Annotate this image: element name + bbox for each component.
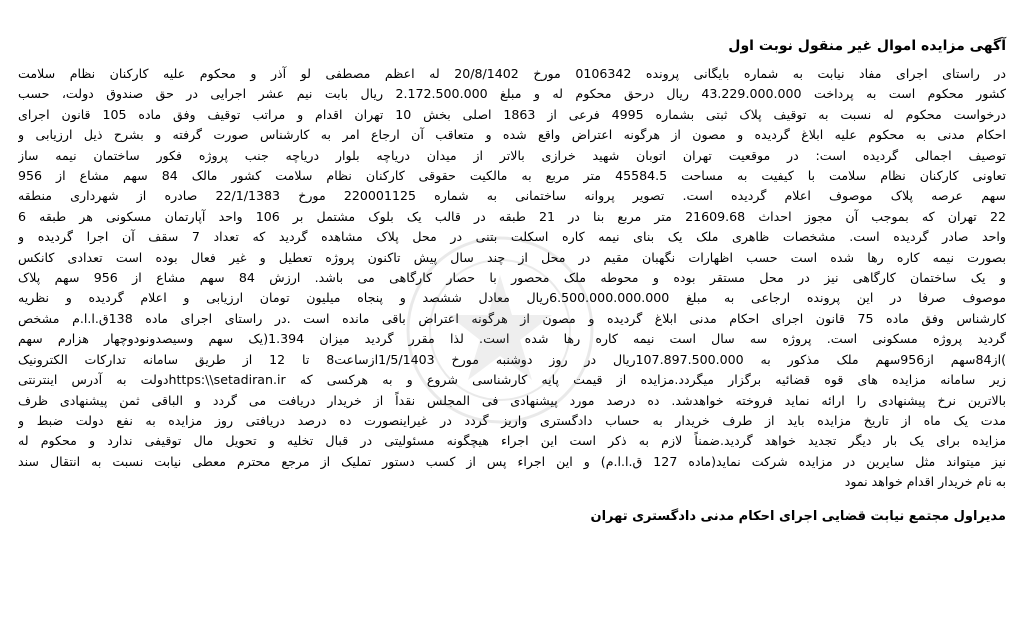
- signature: مدیراول مجتمع نیابت قضایی اجرای احکام مدنی دادگستری تهران: [590, 508, 1006, 524]
- body-line: سهم عرصه پلاک موصوف اعلام گردیده است. تصویر پروانه ساختمانی به شماره 220001125 مورخ 22/1/1383 صادره از شهرداری منطقه: [18, 188, 1006, 204]
- body-line: بالاترین نرخ پیشنهادی را ارائه نماید فروخته خواهدشد. ده درصد مورد پیشنهادی فی المجلس نقداً از خریدار دریافت می گردد و الباقی ثمن پیشنهادی ظرف: [18, 392, 1006, 408]
- body-line: 22 تهران که بموجب آن مجوز احداث 21609.68 متر مربع بنا در 21 طبقه در قالب یک بلوک مشتمل بر 106 واحد آپارتمان مسکونی هر طبقه 6: [18, 208, 1006, 224]
- body-line: )از84سهم از956سهم ملک مذکور به 107.897.500.000ریال در روز دوشنبه مورخ 1/5/1403ازساعت8 تا 12 از طریق سامانه تدارکات الکترونیک: [18, 351, 1006, 367]
- body-line: واحد صادر گردیده است. مشخصات ظاهری ملک یک بنای نیمه کاره اسکلت بتنی در محل پلاک مشاهده گردید که تعداد 7 سقف آن اجرا گردیده و: [18, 229, 1006, 245]
- body-line: نیز میتواند مثل سایرین در مزایده شرکت نماید(ماده 127 ق.ا.ا.م) و این اجراء پس از کسب دستور تملیک از مرجع محترم معطی نیابت نسبت به انتقال سند: [18, 453, 1006, 469]
- body-line: در راستای اجرای مفاد نیابت به شماره بایگانی پرونده 0106342 مورخ 20/8/1402 له اعظم مصطفی لو آذر و محکوم علیه کارکنان نظام سلامت: [18, 66, 1006, 81]
- body-line: مزایده برای یک بار دیگر تجدید خواهد گردید.ضمناً لازم به ذکر است این اجراء هیچگونه مسئولیتی در قبال تخلیه و تحویل مال توقیفی ندارد و محکوم له: [18, 433, 1006, 449]
- body-line: درخواست محکوم له نسبت به توقیف پلاک ثبتی بشماره 4995 فرعی از 1863 اصلی بخش 10 تهران اقدام و مراتب توقیف وفق ماده 105 قانون اجرای: [18, 106, 1006, 122]
- body-line: کارشناس وفق ماده 75 قانون اجرای احکام مدنی ابلاغ گردیده و مصون از هرگونه اعتراض باقی مانده است .در راستای اجرای ماده 138ق.ا.ا.م مشخص: [18, 310, 1006, 326]
- body-line: کشور محکوم است به پرداخت 43.229.000.000 ریال درحق محکوم له و مبلغ 2.172.500.000 ریال بابت نیم عشر اجرایی در حق صندوق دولت، حسب: [18, 86, 1006, 102]
- notice-document: [18, 8, 1006, 632]
- body-line: احکام مدنی به محکوم علیه ابلاغ گردیده و مصون از هرگونه اعتراض واقع شده و متعاقب آن ارجاع امر به کارشناس صورت گرفته و بشرح ذیل ارزیابی و: [18, 127, 1006, 143]
- body-line: گردید پروژه مسکونی است. پروژه سه سال است نیمه کاره رها شده است. لذا مقرر گردید میزان 1.394(یک سهم وسیصدونودوچهار هزارم سهم: [18, 331, 1006, 347]
- body-line: تعاونی کارکنان نظام سلامت با کیفیت به مساحت 45584.5 متر مربع به مالکیت حقوقی کارکنان نظام سلامت کشور مالک 84 سهم مشاع از 956: [18, 168, 1006, 184]
- body-line: بصورت نیمه کاره رها شده است حسب اظهارات نگهبان مقیم در محل از چند سال پیش تاکنون پروژه تعطیل و غیر فعال بوده است تعدادی کانکس: [18, 249, 1006, 265]
- body-line: توصیف اجمالی گردیده است: در موقعیت تهران اتوبان شهید خرازی بالاتر از میدان دریاچه بلوار دریاچه جنب پروژه فکور ساختمان نیمه ساز: [18, 147, 1006, 163]
- body-line: زیر سامانه مزایده های قوه قضائیه برگزار میگردد.مزایده از قیمت پایه کارشناسی شروع و به هرکسی که https:\\setadiran.irدولت به آدرس اینترنتی: [18, 372, 1006, 388]
- notice-body: [18, 64, 1006, 493]
- body-line-last: به نام خریدار اقدام خواهد نمود: [844, 474, 1006, 490]
- body-line: و یک ساختمان کارگاهی نیز در محل مستقر بوده و محوطه ملک محصور با حصار کارگاهی می باشد. ارزش 84 سهم مشاع از 956 سهم پلاک: [18, 270, 1006, 286]
- page-title: آگهی مزایده اموال غیر منقول نوبت اول: [728, 38, 1006, 54]
- body-line: مدت یک ماه از تاریخ مزایده باید از طرف خریدار به حساب دادگستری واریز گردد در غیراینصورت ده درصد دریافتی روز مزایده به نفع دولت ضبط و: [18, 412, 1006, 428]
- body-line: موصوف صرفا در این پرونده ارجاعی به مبلغ 6.500.000.000.000ریال معادل ششصد و پنجاه میلیون تومان ارزیابی و اعلام گردیده و نظریه: [18, 290, 1006, 306]
